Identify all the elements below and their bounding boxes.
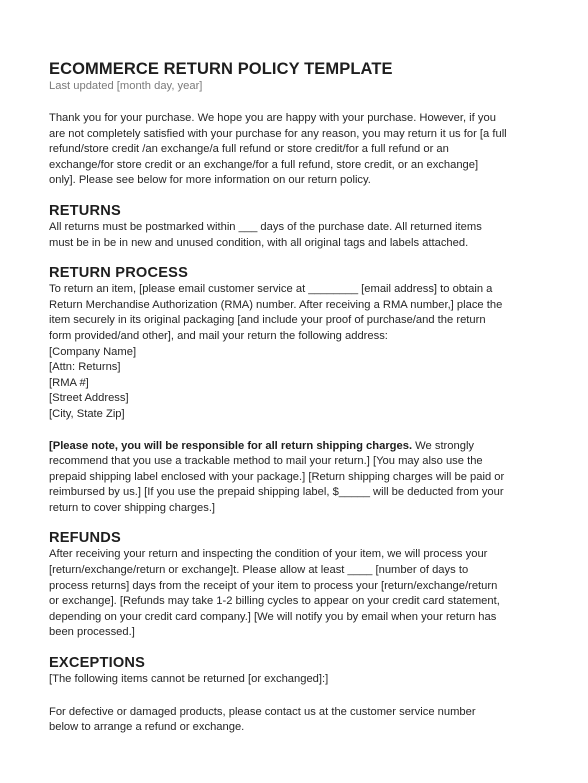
return-process-line: form provided/and other], and mail your return the following address: <box>49 329 388 342</box>
shipping-note-first-line <box>49 439 548 455</box>
shipping-note-line: recommend that you use a trackable method to mail your return.] [You may also use the <box>49 455 483 468</box>
address-company: [Company Name] <box>49 345 137 358</box>
intro-line: exchange/for store credit or an exchange/for a full refund, store credit, or an exchange] <box>49 158 479 171</box>
return-process-line: item securely in its original packaging [and include your proof of purchase/and the return <box>49 314 486 327</box>
address-attn: [Attn: Returns] <box>49 361 121 374</box>
return-process-line: Return Merchandise Authorization (RMA) number. After receiving a RMA number,] place the <box>49 298 503 311</box>
exceptions-paragraph-2 <box>49 705 548 736</box>
intro-line: Thank you for your purchase. We hope you are happy with your purchase. However, if you <box>49 112 496 124</box>
address-street: [Street Address] <box>49 392 129 405</box>
intro-line: are not completely satisfied with your purchase for any reason, you may return it us for [a full <box>49 127 507 140</box>
address-rma: [RMA #] <box>49 376 89 389</box>
refunds-line: After receiving your return and inspecting the condition of your item, we will process your <box>49 548 488 561</box>
shipping-note-line: reimbursed by us.] [If you use the prepaid shipping label, $_____ will be deducted from your <box>49 486 504 499</box>
refunds-paragraph <box>49 547 548 641</box>
shipping-note-line: prepaid shipping label enclosed with your package.] [Return shipping charges will be paid or <box>49 470 505 483</box>
refunds-line: depending on your credit card company.] [We will notify you by email when your return has <box>49 610 497 623</box>
returns-paragraph <box>49 220 548 251</box>
returns-line: must be in be in new and unused condition, with all original tags and labels attached. <box>49 236 469 249</box>
last-updated: Last updated [month day, year] <box>49 80 203 92</box>
return-process-heading: RETURN PROCESS <box>49 265 189 282</box>
refunds-line: or exchange]. [Refunds may take 1-2 billing cycles to appear on your credit card statement, <box>49 595 500 608</box>
shipping-note-paragraph <box>49 439 548 517</box>
shipping-note-bold: [Please note, you will be responsible for all return shipping charges. <box>49 439 413 452</box>
shipping-note-first-rest: We strongly <box>412 439 475 452</box>
intro-paragraph <box>49 111 548 189</box>
returns-heading: RETURNS <box>49 202 121 219</box>
returns-line: All returns must be postmarked within ___ days of the purchase date. All returned items <box>49 220 482 233</box>
shipping-note-line: return to cover shipping charges.] <box>49 501 216 514</box>
document-title: ECOMMERCE RETURN POLICY TEMPLATE <box>49 60 393 78</box>
return-address-block <box>49 345 548 423</box>
return-process-paragraph <box>49 282 548 344</box>
refunds-line: been processed.] <box>49 626 135 639</box>
address-city: [City, State Zip] <box>49 407 125 420</box>
exceptions-heading: EXCEPTIONS <box>49 655 146 672</box>
refunds-heading: REFUNDS <box>49 530 121 547</box>
intro-line: only]. Please see below for more information on our return policy. <box>49 174 371 187</box>
return-process-line: To return an item, [please email customer service at ________ [email address] to obtain a <box>49 283 493 296</box>
exceptions-line-1: [The following items cannot be returned [or exchanged]:] <box>49 673 329 686</box>
exceptions-line: below to arrange a refund or exchange. <box>49 721 245 734</box>
refunds-line: [return/exchange/return or exchange]t. Please allow at least ____ [number of days to <box>49 564 469 577</box>
exceptions-line: For defective or damaged products, please contact us at the customer service number <box>49 705 476 718</box>
refunds-line: process returns] days from the receipt of your item to process your [return/exchange/return <box>49 579 498 592</box>
intro-line: refund/store credit /an exchange/a full refund or store credit/for a full refund or an <box>49 143 449 156</box>
